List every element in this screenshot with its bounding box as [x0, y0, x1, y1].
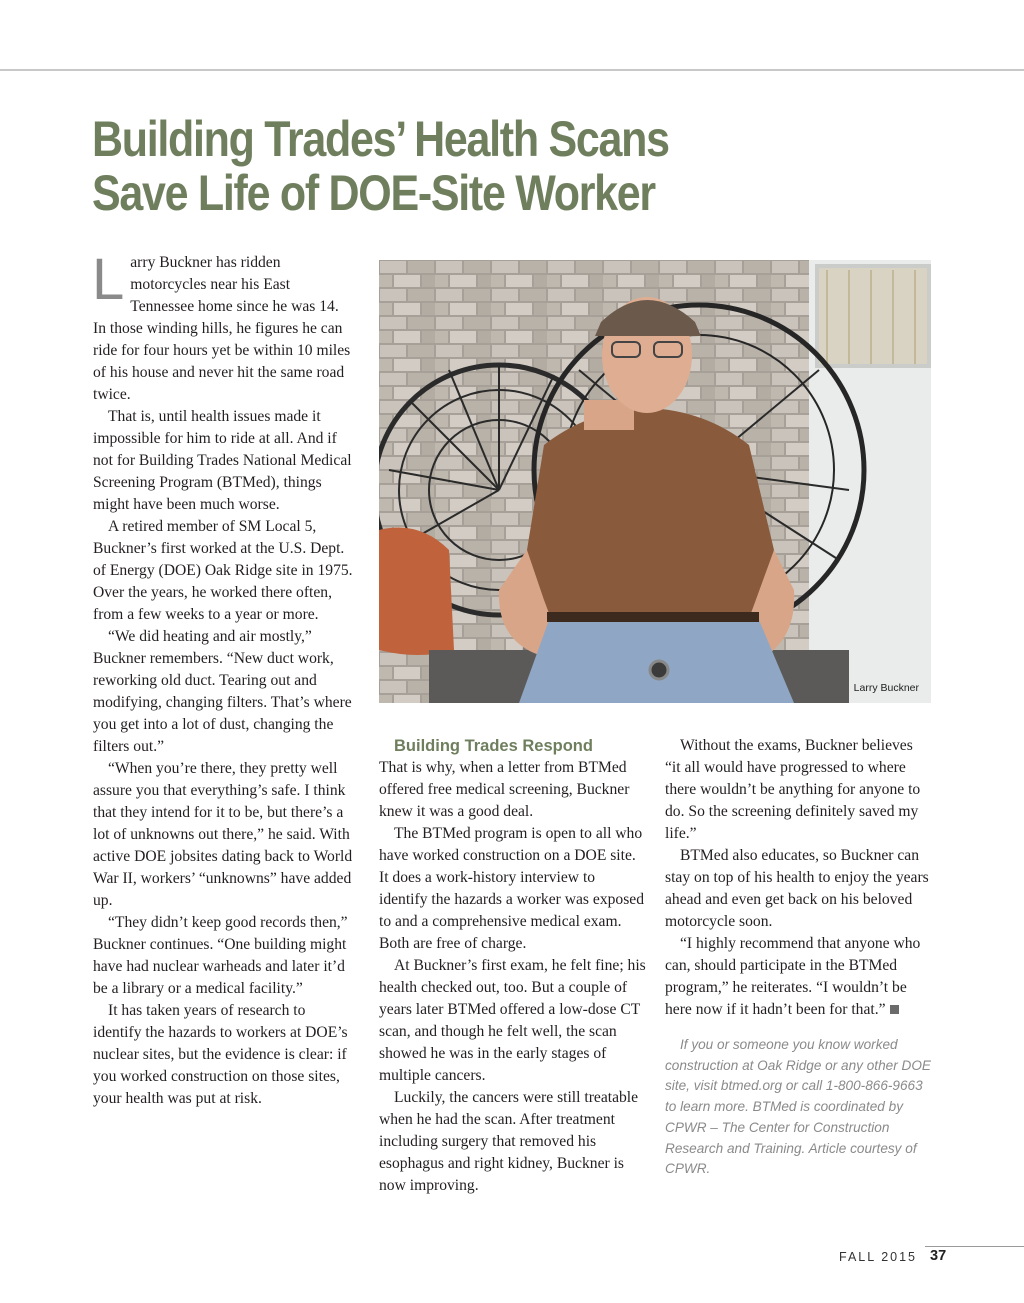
drop-cap: L — [92, 247, 125, 312]
title-line-1: Building Trades’ Health Scans — [92, 111, 669, 167]
cushion — [379, 528, 454, 656]
page-number: 37 — [930, 1248, 947, 1264]
photo-illustration — [379, 260, 931, 703]
paragraph-10: At Buckner’s first exam, he felt fine; his health checked out, too. But a couple of years later BTMed offered a low-dose CT scan, and though he felt well, the scan showed he was in the early stages of multiple cancers. — [379, 957, 646, 1084]
paragraph-3: A retired member of SM Local 5, Buckner’s first worked at the U.S. Dept. of Energy (DOE) Oak Ridge site in 1975. Over the years, he worked there often, from a few weeks to a year or more. — [93, 518, 353, 623]
info-note — [665, 1035, 931, 1180]
info-note-text: If you or someone you know worked construction at Oak Ridge or any other DOE site, visit btmed.org or call 1-800-866-9663 to learn more. BTMed is coordinated by CPWR – The Center for Construction Research and Training. Article courtesy of CPWR. — [665, 1037, 931, 1177]
paragraph-1 — [92, 247, 355, 406]
watch — [650, 661, 668, 679]
shirt — [527, 408, 774, 620]
paragraph-8: That is why, when a letter from BTMed offered free medical screening, Buckner knew it was a good deal. — [379, 759, 630, 820]
text-column-2 — [379, 735, 647, 1197]
title-line-2: Save Life of DOE-Site Worker — [92, 165, 655, 221]
paragraph-12: Without the exams, Buckner believes “it all would have progressed to where there wouldn’t be anything for anyone to do. So the screening definitely saved my life.” — [665, 737, 921, 842]
paragraph-7: It has taken years of research to identify the hazards to workers at DOE’s nuclear sites, but the evidence is clear: if you worked construction on those sites, your health was put at risk. — [93, 1002, 348, 1107]
paragraph-4: “We did heating and air mostly,” Buckner remembers. “New duct work, reworking old duct. Tearing out and modifying, changing filters. That’s where you get into a lot of dust, changing the filters out.” — [93, 628, 352, 755]
end-mark-icon — [890, 1005, 899, 1014]
text-column-1 — [92, 247, 355, 1110]
text-column-3 — [665, 735, 931, 1180]
paragraph-2: That is, until health issues made it impossible for him to ride at all. And if not for Building Trades National Medical Screening Program (BTMed), things might have been much worse. — [93, 408, 352, 513]
section-subhead: Building Trades Respond — [394, 737, 593, 755]
paragraph-6: “They didn’t keep good records then,” Buckner continues. “One building might have had nuclear warheads and later it’d be a library or a medical facility.” — [93, 914, 348, 997]
paragraph-13: BTMed also educates, so Buckner can stay on top of his health to enjoy the years ahead and even get back on his beloved motorcycle soon. — [665, 847, 929, 930]
paragraph-9: The BTMed program is open to all who have worked construction on a DOE site. It does a work-history interview to identify the hazards a worker was exposed to and a comprehensive medical exam. Both are free of charge. — [379, 825, 644, 952]
paragraph-11: Luckily, the cancers were still treatable when he had the scan. After treatment including surgery that removed his esophagus and right kidney, Buckner is now improving. — [379, 1089, 639, 1194]
paragraph-5: “When you’re there, they pretty well assure you that everything’s safe. I think that they intend for it to be, but there’s a lot of unknowns out there,” he said. With active DOE jobsites dating back to World War II, workers’ “unknowns” have added up. — [93, 760, 353, 909]
photo-caption: Larry Buckner — [853, 682, 919, 694]
footer-rule — [925, 1246, 1024, 1247]
paragraph-14 — [665, 933, 931, 1021]
top-rule — [0, 69, 1024, 71]
paragraph-1-text: arry Buckner has ridden motorcycles near his East Tennessee home since he was 14. In those winding hills, he figures he can ride for four hours yet be within 10 miles of his house and never hit the same road twice. — [93, 254, 351, 403]
portrait-photo — [379, 260, 931, 703]
paragraph-14-text: “I highly recommend that anyone who can, should participate in the BTMed program,” he reiterates. “I wouldn’t be here now if it hadn’t been for that.” — [665, 935, 921, 1018]
article-title — [92, 111, 669, 221]
issue-label: FALL 2015 — [839, 1250, 918, 1264]
